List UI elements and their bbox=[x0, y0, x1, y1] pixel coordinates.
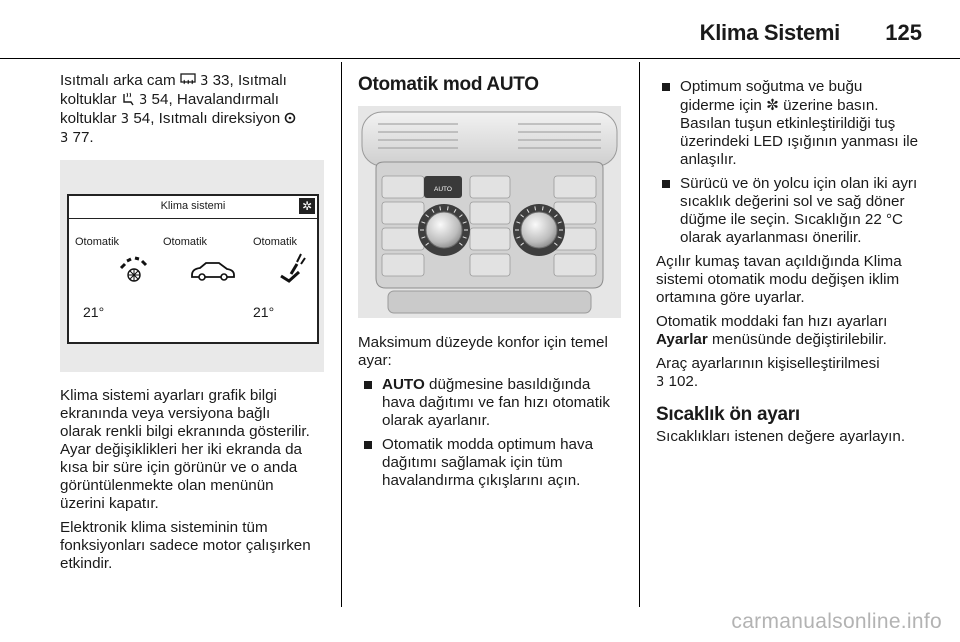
middle-bullet-1: AUTO düğmesine basıldığında hava dağıtımı ve fan hızı otomatik olarak ayarlanır. bbox=[358, 376, 630, 430]
panel-button bbox=[382, 228, 424, 250]
right-paragraph-3: Araç ayarlarının kişiselleştirilmesi 3 102. bbox=[656, 355, 880, 390]
column-divider-1 bbox=[341, 62, 342, 607]
knob-tick bbox=[535, 206, 536, 210]
left-intro: Isıtmalı arka cam 3 33, Isıtmalı koltuklar 3 54, Havalandırmalı koltuklar 3 54, Isıtmalı direksiyon 3 77. bbox=[60, 72, 330, 148]
panel-button bbox=[470, 176, 510, 198]
middle-bullet-2: Otomatik modda optimum hava dağıtımı sağlamak için tüm havalandırma çıkışlarını açın. bbox=[358, 436, 630, 490]
climate-control-panel-illustration bbox=[358, 106, 621, 318]
fan-icon bbox=[117, 254, 151, 284]
settings-gear-icon: ✲ bbox=[299, 198, 315, 214]
right-paragraph-1: Açılır kumaş tavan açıldığında Klima sistemi otomatik modu değişen iklim ortamına göre uyarlar. bbox=[656, 253, 902, 306]
left-column-text bbox=[60, 387, 330, 579]
page-ref-arrow-icon[interactable]: 3 bbox=[60, 131, 69, 146]
knob-tick bbox=[447, 206, 448, 210]
climate-display-screen bbox=[67, 194, 319, 344]
chapter-title: Klima Sistemi bbox=[699, 20, 840, 45]
right-bullet-2: Sürücü ve ön yolcu için olan iki ayrı sıcaklık değerini sol ve sağ döner düğme ile seçin. Sıcaklığın 22 °C olarak ayarlanması önerilir. bbox=[656, 175, 930, 247]
knob-tick bbox=[440, 206, 441, 210]
display-temp-left: 21° bbox=[83, 304, 105, 320]
section-heading-temperature: Sıcaklık ön ayarı bbox=[656, 404, 800, 425]
middle-heading-wrap bbox=[358, 76, 628, 98]
panel-button bbox=[382, 202, 424, 224]
left-paragraph-1: Klima sistemi ayarları grafik bilgi ekranında veya versiyona bağlı olarak renkli bilgi ekranında gösterilir. Ayar değişiklikleri her iki ekranda da kısa bir süre için görünür ve o anda görüntülenmekte olan menünün üzerini kapatır. bbox=[60, 387, 310, 512]
column-divider-2 bbox=[639, 62, 640, 607]
car-outline-icon bbox=[189, 258, 237, 282]
right-paragraph-2: Otomatik moddaki fan hızı ayarları Ayarlar menüsünde değiştirilebilir. bbox=[656, 313, 888, 348]
page-ref-arrow-icon[interactable]: 3 bbox=[120, 112, 130, 127]
panel-button bbox=[470, 254, 510, 276]
panel-button bbox=[554, 254, 596, 276]
seat-airflow-icon bbox=[277, 252, 307, 284]
left-column bbox=[60, 72, 330, 154]
panel-button bbox=[470, 202, 510, 224]
panel-button bbox=[382, 176, 424, 198]
section-heading-auto: Otomatik mod AUTO bbox=[358, 74, 539, 95]
middle-intro: Maksimum düzeyde konfor için temel ayar: bbox=[358, 334, 608, 369]
display-title: Klima sistemi bbox=[160, 200, 226, 212]
right-column bbox=[656, 78, 930, 452]
watermark: carmanualsonline.info bbox=[731, 610, 942, 633]
ac-snowflake-icon: ✼ bbox=[766, 96, 779, 114]
display-label-left: Otomatik bbox=[75, 236, 120, 248]
page-number: 125 bbox=[885, 20, 922, 45]
rear-window-heat-icon bbox=[180, 73, 196, 86]
page-ref-arrow-icon[interactable]: 3 bbox=[656, 375, 665, 390]
right-paragraph-4: Sıcaklıkları istenen değere ayarlayın. bbox=[656, 428, 906, 445]
page-header bbox=[0, 0, 960, 56]
heated-seat-icon bbox=[121, 92, 135, 106]
left-paragraph-2: Elektronik klima sisteminin tüm fonksiyonları sadece motor çalışırken etkindir. bbox=[60, 519, 311, 572]
heated-steering-wheel-icon bbox=[284, 112, 296, 124]
panel-auto-label: AUTO bbox=[434, 186, 452, 193]
page-ref-arrow-icon[interactable]: 3 bbox=[200, 74, 209, 89]
page-ref-arrow-icon[interactable]: 3 bbox=[139, 93, 148, 108]
display-label-right: Otomatik bbox=[253, 236, 298, 248]
panel-button bbox=[554, 176, 596, 198]
climate-panel-figure bbox=[358, 106, 621, 318]
middle-column-text bbox=[358, 334, 630, 496]
display-temp-right: 21° bbox=[253, 304, 275, 320]
knob-tick bbox=[542, 206, 543, 210]
display-label-center: Otomatik bbox=[163, 236, 208, 248]
climate-display-figure bbox=[60, 160, 324, 372]
panel-button bbox=[382, 254, 424, 276]
header-rule bbox=[0, 58, 960, 59]
display-divider bbox=[69, 218, 317, 219]
right-bullet-1: Optimum soğutma ve buğu giderme için ✼ üzerine basın. Basılan tuşun etkinleştirildiği tuş üzerindeki LED ışığının yanması ile anlaşılır. bbox=[656, 78, 930, 169]
panel-button bbox=[470, 228, 510, 250]
